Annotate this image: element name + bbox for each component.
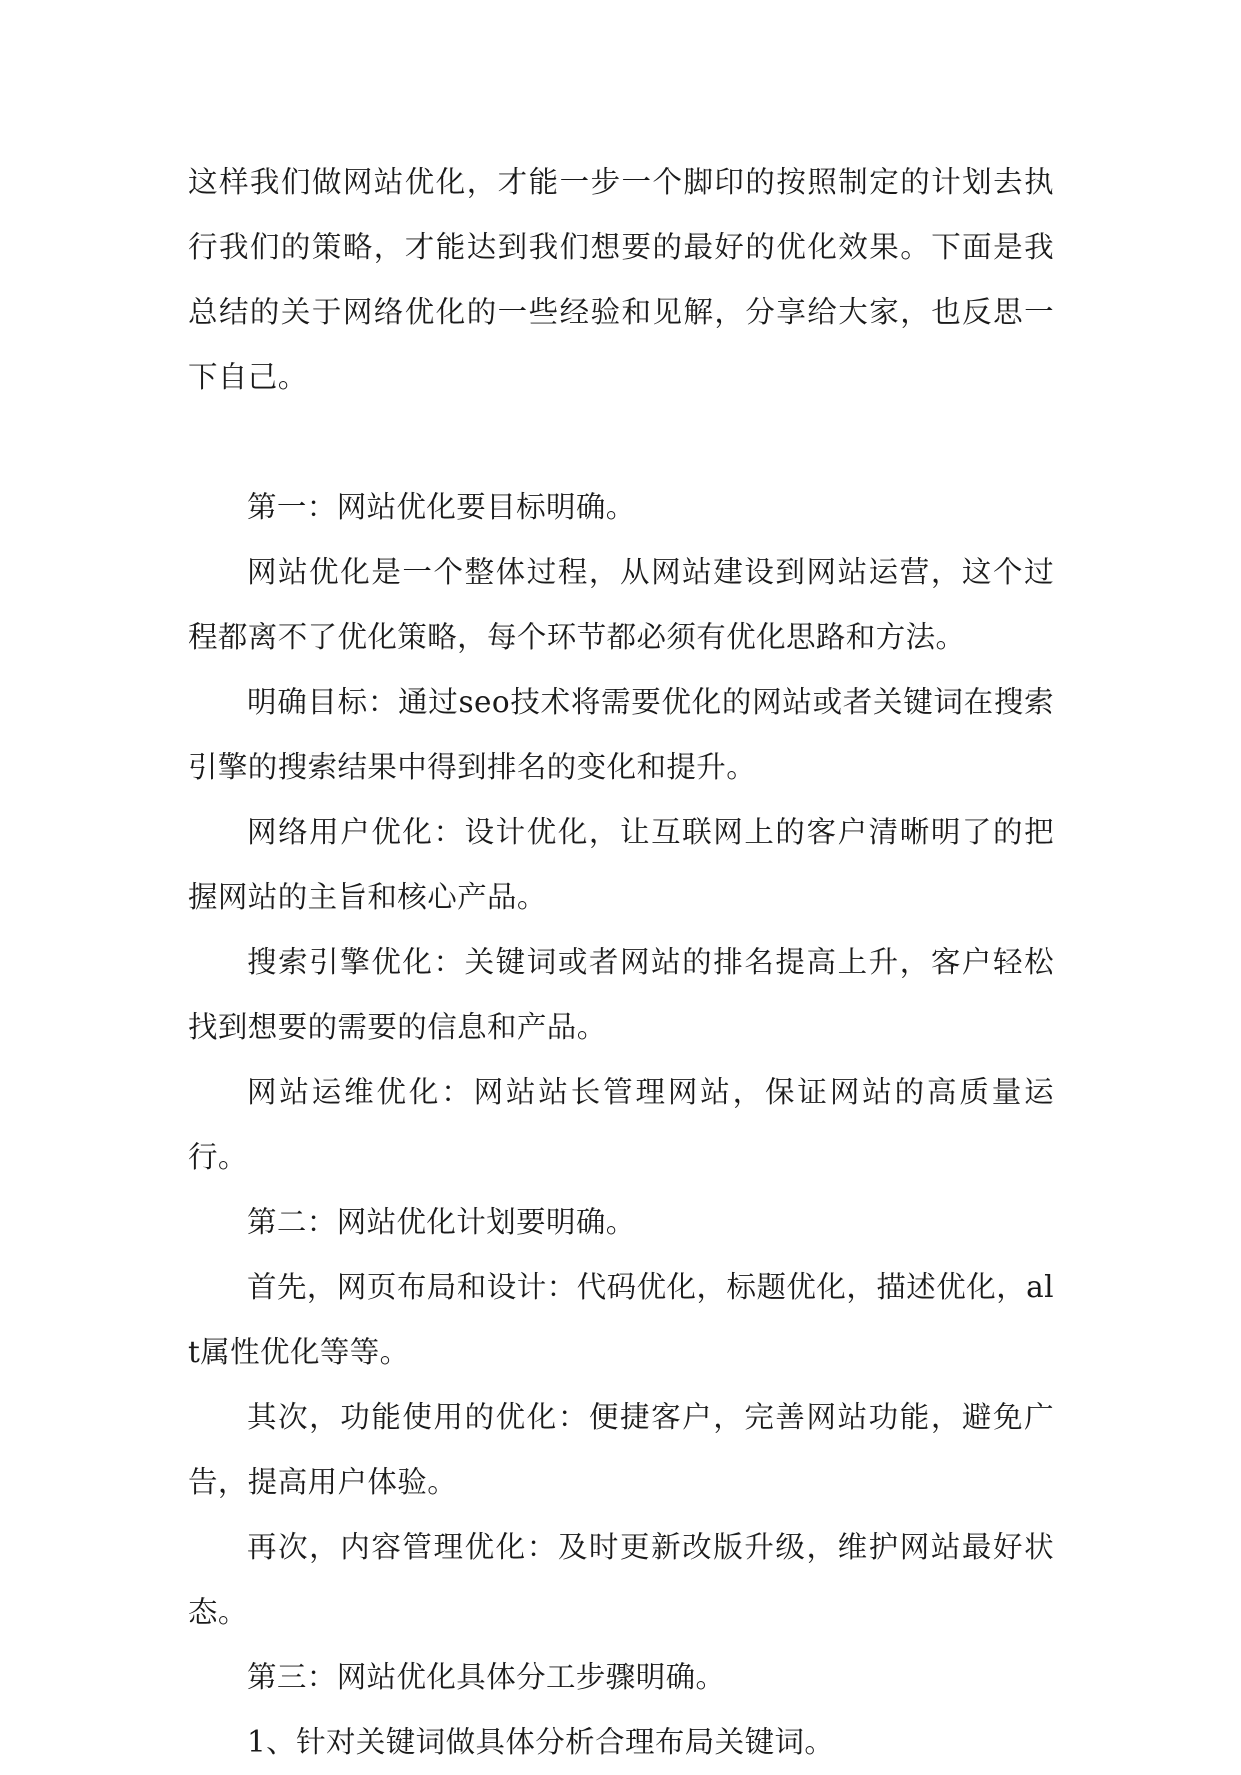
body-paragraph: 网站运维优化：网站站长管理网站，保证网站的高质量运行。 — [188, 1075, 1054, 1174]
body-paragraph: 再次，内容管理优化：及时更新改版升级，维护网站最好状态。 — [188, 1530, 1054, 1629]
body-paragraph: 网站优化是一个整体过程，从网站建设到网站运营，这个过程都离不了优化策略，每个环节都必须有优化思路和方法。 — [188, 555, 1054, 654]
body-paragraph: 明确目标：通过seo技术将需要优化的网站或者关键词在搜索引擎的搜索结果中得到排名的变化和提升。 — [188, 685, 1054, 784]
section-heading-third: 第三：网站优化具体分工步骤明确。 — [247, 1660, 726, 1694]
section-heading-first: 第一：网站优化要目标明确。 — [247, 490, 636, 524]
document-body — [188, 150, 1054, 1775]
body-paragraph: 其次，功能使用的优化：便捷客户，完善网站功能，避免广告，提高用户体验。 — [188, 1400, 1054, 1499]
intro-paragraph: 这样我们做网站优化，才能一步一个脚印的按照制定的计划去执行我们的策略，才能达到我们想要的最好的优化效果。下面是我总结的关于网络优化的一些经验和见解，分享给大家，也反思一下自己。 — [188, 165, 1054, 394]
body-paragraph: 搜索引擎优化：关键词或者网站的排名提高上升，客户轻松找到想要的需要的信息和产品。 — [188, 945, 1054, 1044]
body-paragraph: 首先，网页布局和设计：代码优化，标题优化，描述优化，alt属性优化等等。 — [188, 1270, 1054, 1369]
section-heading-second: 第二：网站优化计划要明确。 — [247, 1205, 636, 1239]
body-paragraph: 网络用户优化：设计优化，让互联网上的客户清晰明了的把握网站的主旨和核心产品。 — [188, 815, 1054, 914]
list-item: 1、针对关键词做具体分析合理布局关键词。 — [247, 1725, 835, 1759]
